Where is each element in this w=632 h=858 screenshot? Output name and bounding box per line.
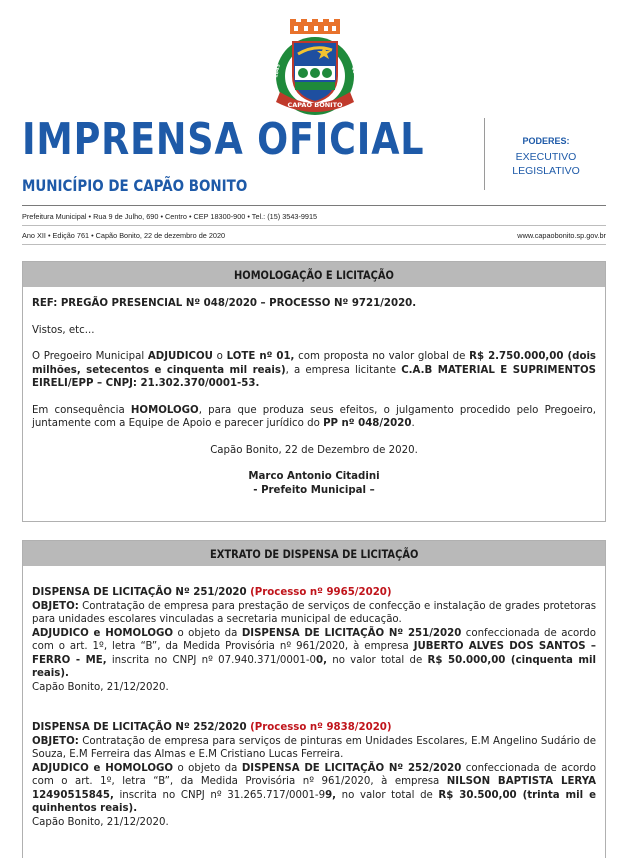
header-rule-bottom (22, 244, 606, 245)
homologation-paragraph: Em consequência HOMOLOGO, para que produza seus efeitos, o julgamento procedido pelo Pregoeiro, juntamente com a Equipe de Apoio e parecer jurídico do PP nº 048/2020. (32, 404, 596, 429)
dispensa-item: DISPENSA DE LICITAÇÃO Nº 251/2020 (Processo nº 9965/2020) OBJETO: Contratação de empresa para prestação de serviços de confecção e instalação de grades protetoras para unidades escolares vinculadas a secretaria municipal de educação. ADJUDICO e HOMOLOGO o objeto da DISPENSA DE LICITAÇÃO Nº 251/2020 confeccionada de acordo com o art. 1º, letra “B”, da Medida Provisória nº 961/2020, à empresa JUBERTO ALVES DOS SANTOS – FERRO - ME, inscrita no CNPJ nº 07.940.371/0001-00, no valor total de R$ 50.000,00 (cinquenta mil reais). Capão Bonito, 21/12/2020. (32, 587, 597, 693)
dispensa-item: DISPENSA DE LICITAÇÃO Nº 252/2020 (Processo nº 9838/2020) OBJETO: Contratação de empresa para serviços de pinturas em Unidades Escolares, E.M Angelino Sudário de Souza, E.M Ferreira das Almas e E.M Cristiano Lucas Ferreira. ADJUDICO e HOMOLOGO o objeto da DISPENSA DE LICITAÇÃO Nº 252/2020 confeccionada de acordo com o art. 1º, letra “B”, da Medida Provisória nº 961/2020, à empresa NILSON BAPTISTA LERYA 12490515845, inscrita no CNPJ nº 31.265.717/0001-99, no valor total de R$ 30.500,00 (trinta mil e quinhentos reais). Capão Bonito, 21/12/2020. (32, 722, 597, 828)
section-header: EXTRATO DE DISPENSA DE LICITAÇÃO (23, 541, 605, 566)
seal-ribbon-text: CAPÃO BONITO (287, 101, 343, 109)
power-executivo: EXECUTIVO (515, 151, 577, 163)
website-link[interactable]: www.capaobonito.sp.gov.br (517, 231, 606, 240)
signer-role: - Prefeito Municipal – (253, 484, 375, 496)
signature-date: Capão Bonito, 22 de Dezembro de 2020. (210, 444, 418, 456)
seal-year-left: 1843 (273, 63, 282, 79)
section-body (23, 566, 605, 829)
masthead-subtitle: MUNICÍPIO DE CAPÃO BONITO (22, 176, 248, 195)
masthead-divider (484, 118, 485, 190)
powers-block (496, 136, 596, 178)
homologacao-section (22, 261, 606, 522)
address-line: Prefeitura Municipal • Rua 9 de Julho, 690 • Centro • CEP 18300-900 • Tel.: (15) 3543-9915 (22, 212, 318, 221)
greeting: Vistos, etc... (32, 324, 95, 336)
municipal-seal-logo (266, 18, 364, 118)
powers-label: PODERES: (522, 136, 570, 146)
edition-line: Ano XII • Edição 761 • Capão Bonito, 22 de dezembro de 2020 (22, 231, 226, 240)
masthead-title: IMPRENSA OFICIAL (22, 114, 425, 165)
adjudication-paragraph: O Pregoeiro Municipal ADJUDICOU o LOTE nº 01, com proposta no valor global de R$ 2.750.000,00 (dois milhões, setecentos e cinquenta mil reais), a empresa licitante C.A.B MATERIAL E SUPRIMENTOS EIRELI/EPP – CNPJ: 21.302.370/0001-53. (32, 351, 597, 389)
section-body (23, 287, 605, 497)
signer-name: Marco Antonio Citadini (248, 471, 380, 482)
reference-line: REF: PREGÃO PRESENCIAL Nº 048/2020 – PROCESSO Nº 9721/2020. (32, 298, 417, 309)
power-legislativo: LEGISLATIVO (512, 165, 580, 177)
dispensa-section (22, 540, 606, 858)
seal-year-right: 1843 (350, 66, 359, 82)
section-header: HOMOLOGAÇÃO E LICITAÇÃO (23, 262, 605, 287)
header-rule-mid (22, 225, 606, 226)
header-rule-top (22, 205, 606, 206)
